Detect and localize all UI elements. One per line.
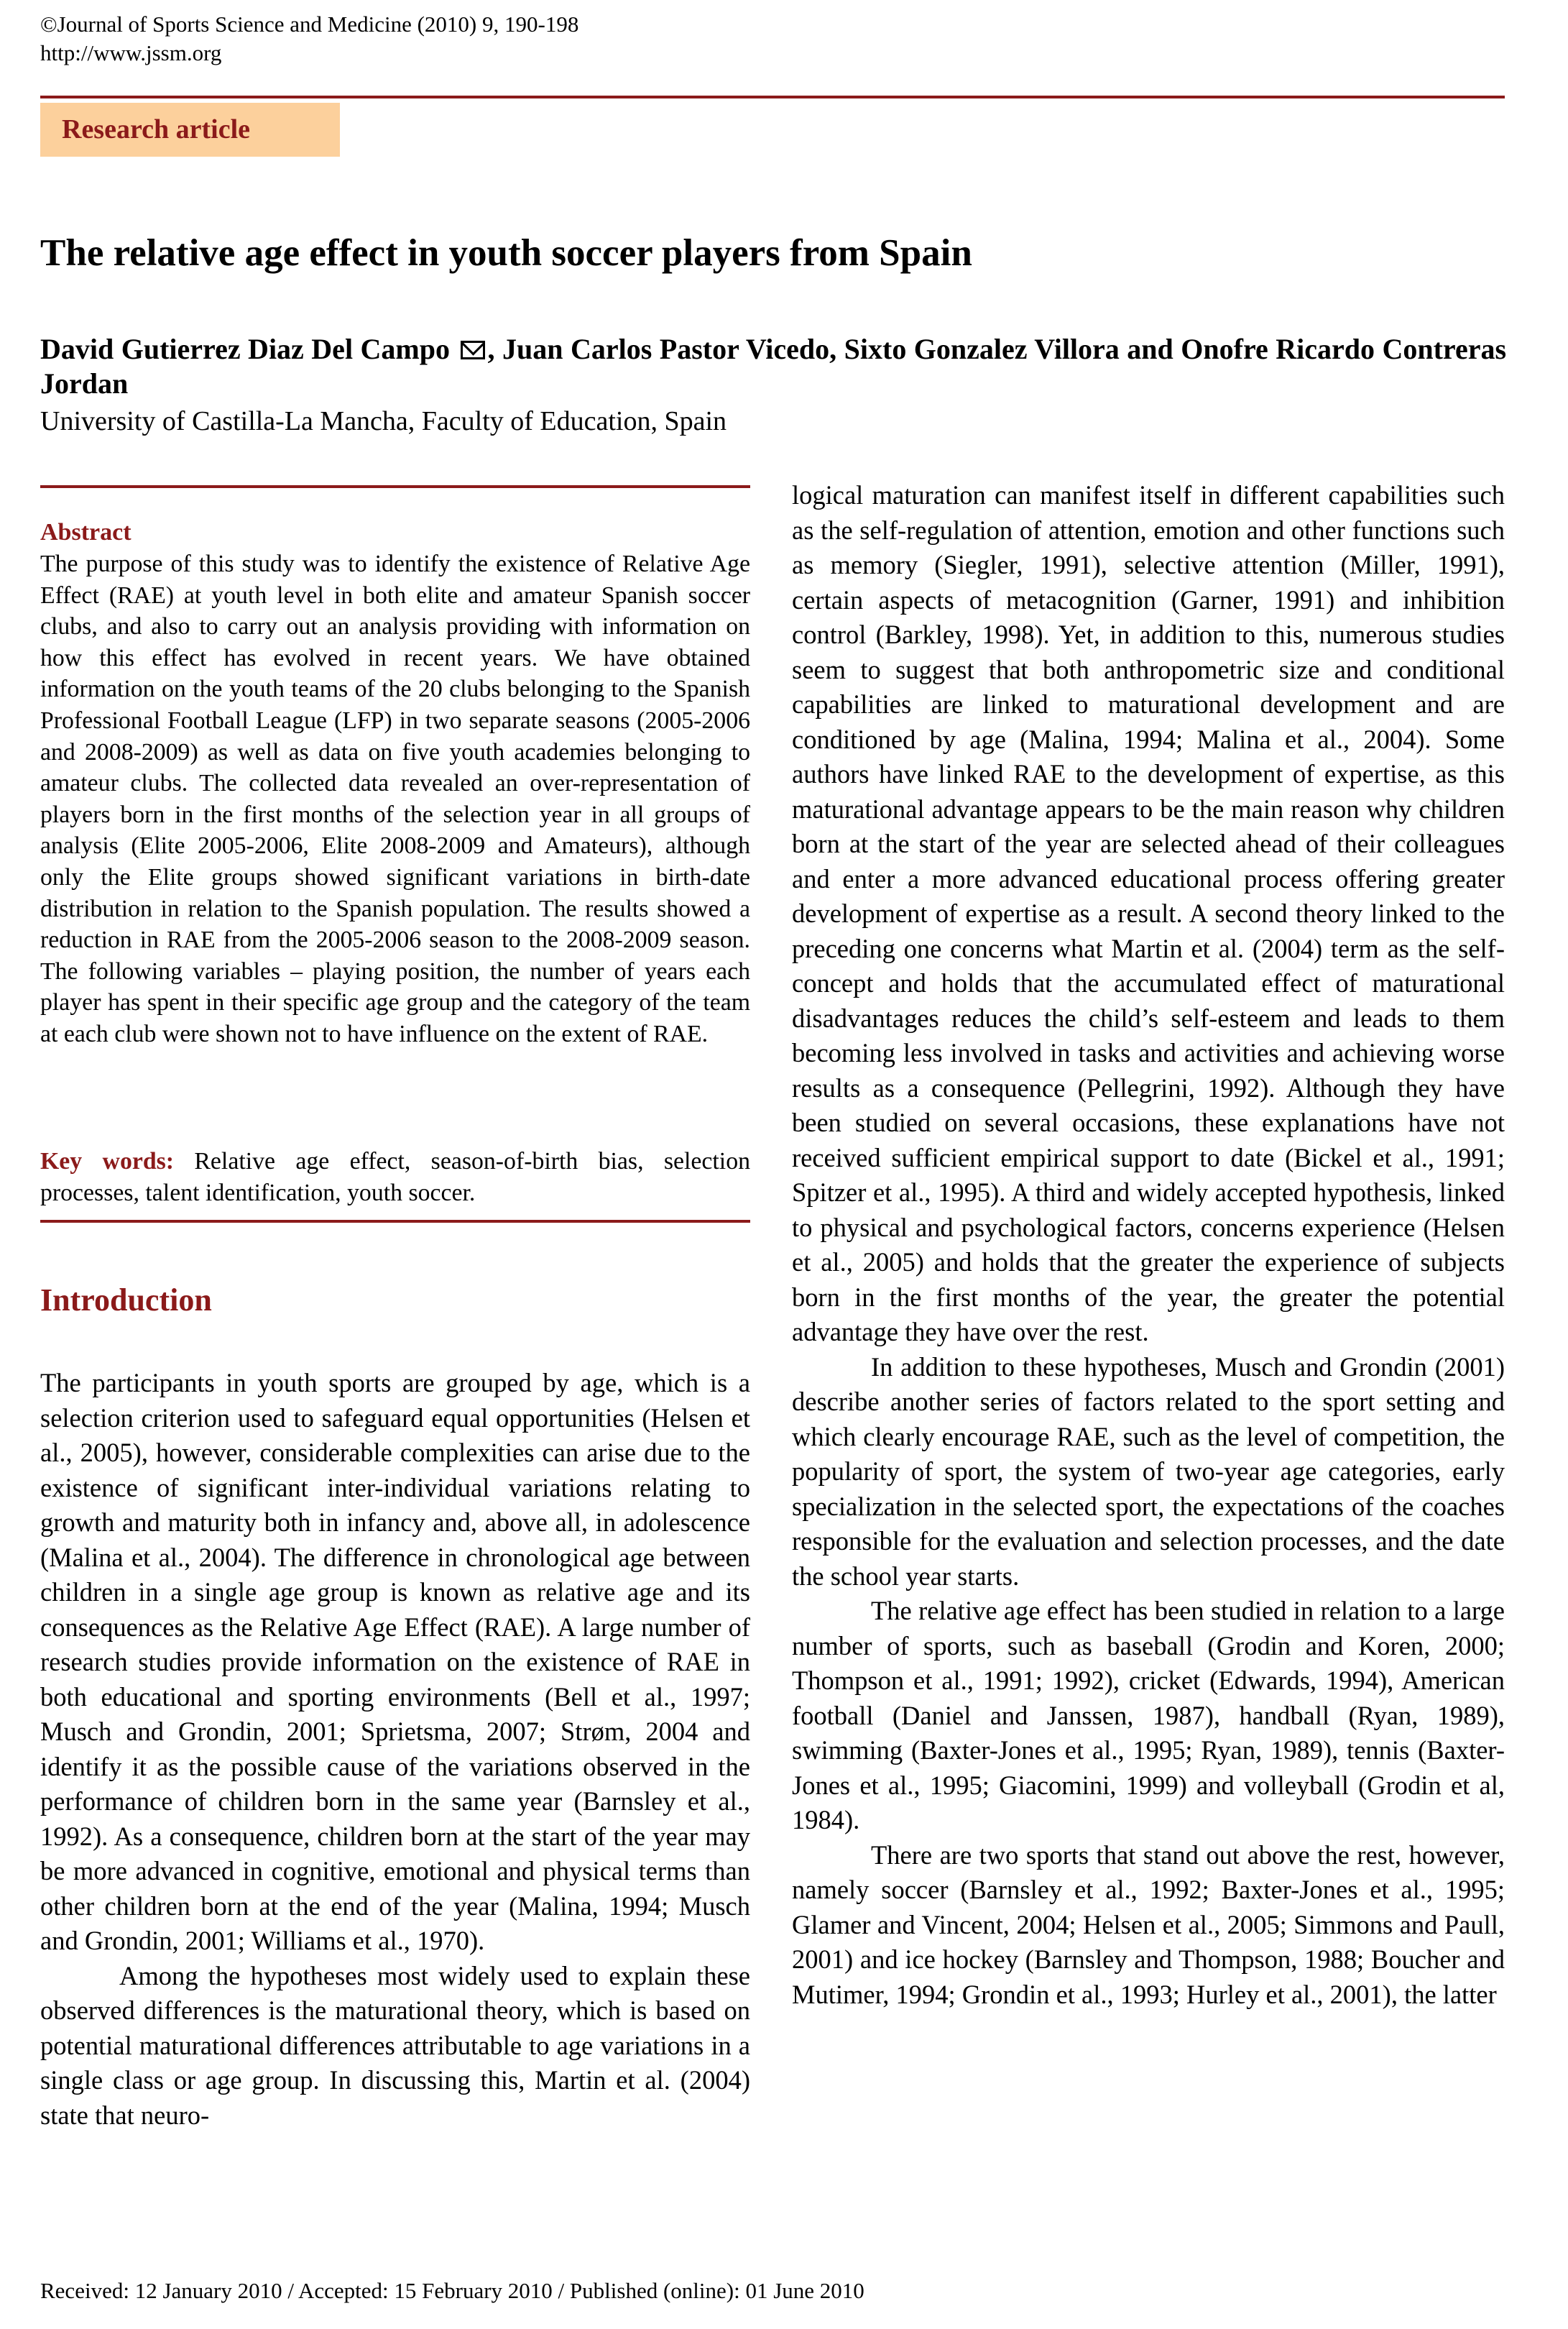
abstract-body bbox=[40, 548, 750, 1050]
keywords-text: Relative age effect, season-of-birth bias, selection processes, talent identification, youth soccer. bbox=[40, 1148, 750, 1206]
abstract-top-rule bbox=[40, 485, 750, 488]
affiliation: University of Castilla-La Mancha, Faculty of Education, Spain bbox=[40, 406, 727, 436]
keywords bbox=[40, 1146, 750, 1208]
right-paragraph-1: logical maturation can manifest itself in different capabilities such as the self-regulation of attention, emotion and other functions such as memory (Siegler, 1991), selective attention (Miller, 1991), certain aspects of metacognition (Garner, 1991) and inhibition control (Barkley, 1998). Yet, in addition to this, numerous studies seem to suggest that both anthropometric size and conditional capabilities are linked to maturational development and are conditioned by age (Malina, 1994; Malina et al., 2004). Some authors have linked RAE to the development of expertise, as this maturational advantage appears to be the main reason why children born at the start of the year are selected ahead of their colleagues and enter a more advanced educational process offering greater development of expertise as a result. A second theory linked to the preceding one concerns what Martin et al. (2004) term as the self-concept and holds that the accumulated effect of maturational disadvantages reduces the child’s self-esteem and leads to them becoming less involved in tasks and activities and achieving worse results as a consequence (Pellegrini, 1992). Although they have been studied on several occasions, these explanations have not received sufficient empirical support to date (Bickel et al., 1991; Spitzer et al., 1995). A third and widely accepted hypothesis, linked to physical and psychological factors, concerns experience (Helsen et al., 2005) and holds that the greater the experience of subjects born in the first months of the year, the greater the potential advantage they have over the rest. bbox=[792, 480, 1505, 1346]
journal-header bbox=[40, 10, 578, 68]
envelope-icon[interactable] bbox=[461, 341, 485, 359]
abstract-bottom-rule bbox=[40, 1220, 750, 1223]
journal-citation: ©Journal of Sports Science and Medicine (2010) 9, 190-198 bbox=[40, 12, 579, 37]
abstract-paragraph: The purpose of this study was to identify the existence of Relative Age Effect (RAE) at youth level in both elite and amateur Spanish soccer clubs, and also to carry out an analysis providing with information on how this effect has evolved in recent years. We have obtained information on the youth teams of the 20 clubs belonging to the Spanish Professional Football League (LFP) in two separate seasons (2005-2006 and 2008-2009) as well as data on five youth academies belonging to amateur clubs. The collected data revealed an over-representation of players born in the first months of the selection year in all groups of analysis (Elite 2005-2006, Elite 2008-2009 and Amateurs), although only the Elite groups showed significant variations in birth-date distribution in relation to the Spanish population. The results showed a reduction in RAE from the 2005-2006 season to the 2008-2009 season. The following variables – playing position, the number of years each player has spent in their specific age group and the category of the team at each club were shown not to have influence on the extent of RAE. bbox=[40, 551, 750, 1047]
left-column-body bbox=[40, 1366, 750, 2133]
right-paragraph-3: The relative age effect has been studied in relation to a large number of sports, such as baseball (Grodin and Koren, 2000; Thompson et al., 1991; 1992), cricket (Edwards, 1994), American football (Daniel and Janssen, 1987), handball (Ryan, 1989), swimming (Baxter-Jones et al., 1995; Ryan, 1989), tennis (Baxter-Jones et al., 1995; Giacomini, 1999) and volleyball (Grodin et al, 1984). bbox=[792, 1596, 1505, 1834]
right-column-body bbox=[792, 478, 1505, 2012]
intro-paragraph-1: The participants in youth sports are grouped by age, which is a selection criterion used to safeguard equal opportunities (Helsen et al., 2005), however, considerable complexities can arise due to the existence of significant inter-individual variations relating to growth and maturity both in infancy and, above all, in adolescence (Malina et al., 2004). The difference in chronological age between children in a single age group is known as relative age and its consequences as the Relative Age Effect (RAE). A large number of research studies provide information on the existence of RAE in both educational and sporting environments (Bell et al., 1997; Musch and Grondin, 2001; Sprietsma, 2007; Strøm, 2004 and identify it as the possible cause of the variations observed in the performance of children born in the same year (Barnsley et al., 1992). As a consequence, children born at the start of the year may be more advanced in cognitive, emotional and physical terms than other children born at the end of the year (Malina, 1994; Musch and Grondin, 2001; Williams et al., 1970). bbox=[40, 1368, 750, 1955]
journal-url[interactable]: http://www.jssm.org bbox=[40, 40, 222, 65]
header-rule bbox=[40, 96, 1505, 98]
abstract-heading: Abstract bbox=[40, 519, 132, 546]
author-list bbox=[40, 332, 1506, 401]
article-type-badge: Research article bbox=[40, 103, 340, 157]
keywords-label: Key words: bbox=[40, 1148, 175, 1175]
section-heading-introduction: Introduction bbox=[40, 1282, 212, 1318]
paper-title: The relative age effect in youth soccer players from Spain bbox=[40, 232, 972, 274]
intro-paragraph-2: Among the hypotheses most widely used to explain these observed differences is the maturational theory, which is based on potential maturational differences attributable to age variations in a single class or age group. In discussing this, Martin et al. (2004) state that neuro- bbox=[40, 1960, 750, 2130]
right-paragraph-2: In addition to these hypotheses, Musch and Grondin (2001) describe another series of factors related to the sport setting and which clearly encourage RAE, such as the level of competition, the popularity of sport, the system of two-year age categories, early specialization in the selected sport, the expectations of the coaches responsible for the evaluation and selection processes, and the date the school year starts. bbox=[792, 1351, 1505, 1591]
author-rest: , Juan Carlos Pastor Vicedo, Sixto Gonzalez Villora and Onofre Ricardo Contreras Jordan bbox=[40, 333, 1507, 400]
publication-dates: Received: 12 January 2010 / Accepted: 15 February 2010 / Published (online): 01 June 2010 bbox=[40, 2278, 864, 2303]
author-first: David Gutierrez Diaz Del Campo bbox=[40, 333, 450, 365]
right-paragraph-4: There are two sports that stand out above the rest, however, namely soccer (Barnsley et al., 1992; Baxter-Jones et al., 1995; Glamer and Vincent, 2004; Helsen et al., 2005; Simmons and Paull, 2001) and ice hockey (Barnsley and Thompson, 1988; Boucher and Mutimer, 1994; Grondin et al., 1993; Hurley et al., 2001), the latter bbox=[792, 1839, 1505, 2009]
